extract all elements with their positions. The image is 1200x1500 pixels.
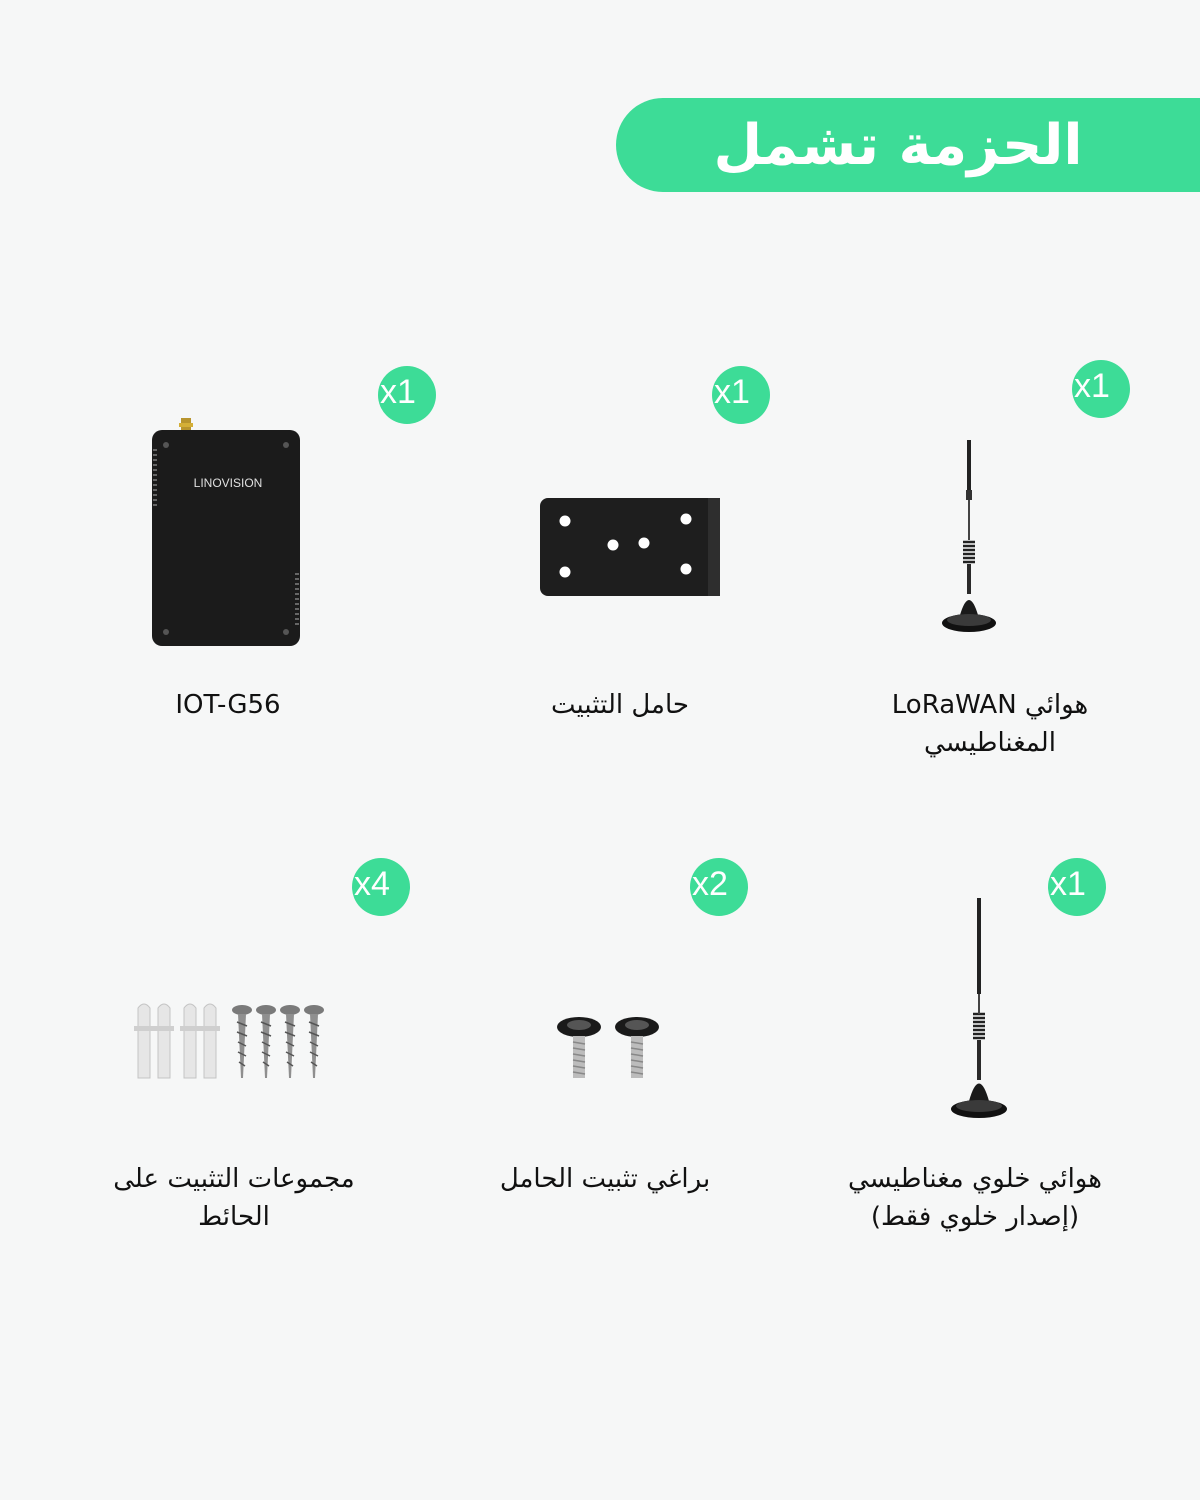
magnetic-lorawan-antenna-icon [930, 440, 1010, 640]
brand-logo: LINOVISION [193, 476, 263, 490]
quantity-badge: x2 [690, 858, 748, 916]
item-label: براغي تثبيت الحامل [499, 1164, 711, 1194]
item-label: IOT-G56 [175, 690, 281, 720]
item-label: هوائي خلوي مغناطيسي (إصدار خلوي فقط) [848, 1164, 1102, 1232]
item-label: حامل التثبيت [551, 690, 689, 720]
wall-mounting-kits-icon [130, 1000, 330, 1084]
quantity-badge: x1 [378, 366, 436, 424]
quantity-badge: x1 [1072, 360, 1130, 418]
item-label: هوائي LoRaWAN المغناطيسي [891, 690, 1089, 758]
quantity-badge: x4 [352, 858, 410, 916]
item-label: مجموعات التثبيت على الحائط [113, 1164, 355, 1232]
quantity-badge: x1 [1048, 858, 1106, 916]
magnetic-cellular-antenna-icon [940, 896, 1020, 1124]
page-title: الحزمة تشمل [713, 112, 1083, 178]
mounting-bracket-icon [538, 496, 722, 600]
bracket-screws-icon [552, 1014, 668, 1080]
iot-g56-gateway-icon [150, 414, 302, 650]
quantity-badge: x1 [712, 366, 770, 424]
